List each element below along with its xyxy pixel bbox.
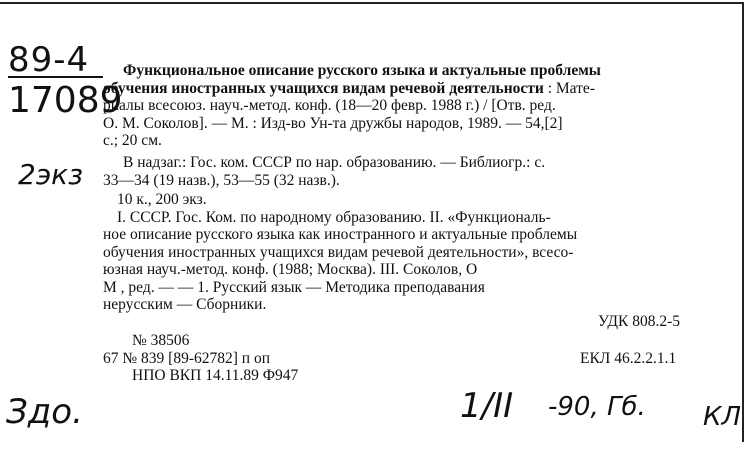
handwritten-note-left: Здо. [6, 392, 83, 432]
handwritten-copies-note: 2экз [18, 158, 83, 191]
handwritten-note-3: КЛ [703, 402, 742, 432]
record-line-11: обучения иностранных учащихся видам речевой деятельности», всесо- [103, 243, 574, 261]
handwritten-note-2: -90, Гб. [548, 392, 646, 422]
title-line-2-tail: : Мате- [543, 79, 595, 97]
handwritten-call-number: 89-4 [8, 40, 90, 80]
record-line-13: М , ред. — — 1. Русский язык — Методика преподавания [103, 278, 485, 296]
price-circulation: 10 к., 200 экз. [117, 191, 207, 208]
card-number: № 38506 [132, 332, 190, 349]
record-line-9: I. СССР. Гос. Ком. по народному образованию. II. «Функциональ- [117, 208, 551, 226]
handwritten-note-1: 1/II [460, 386, 514, 426]
handwritten-inventory-number: 17089 [8, 80, 123, 121]
record-line-5: с.; 20 см. [103, 132, 162, 149]
title-line-2 [103, 80, 595, 98]
record-line-10: ное описание русского языка как иностранного и актуальные проблемы [103, 226, 578, 243]
record-line-12: юзная науч.-метод. конф. (1988; Москва). III. Соколов, О [103, 261, 478, 278]
ekl-code: ЕКЛ 46.2.2.1.1 [580, 349, 677, 367]
order-line: 67 № 839 [89-62782] п оп [103, 349, 270, 367]
title-line-2-bold: обучения иностранных учащихся видам речевой деятельности [103, 79, 544, 97]
record-line-7: 33—34 (19 назв.), 53—55 (32 назв.). [103, 171, 340, 189]
card-right-border [742, 2, 744, 442]
record-line-3: риалы всесоюз. науч.-метод. конф. (18—20 февр. 1988 г.) / [Отв. ред. [103, 97, 556, 114]
udk-code: УДК 808.2-5 [598, 313, 680, 330]
card-top-border [0, 2, 742, 4]
title-line-1: Функциональное описание русского языка и актуальные проблемы [123, 62, 601, 79]
call-number-underline [8, 76, 103, 78]
record-body [103, 62, 703, 382]
record-line-4: О. М. Соколов]. — М. : Изд-во Ун-та дружбы народов, 1989. — 54,[2] [103, 114, 563, 132]
record-line-14: нерусским — Сборники. [103, 296, 267, 313]
npo-line: НПО ВКП 14.11.89 Ф947 [132, 367, 299, 384]
record-line-6: В надзаг.: Гос. ком. СССР по нар. образованию. — Библиогр.: с. [123, 154, 546, 171]
